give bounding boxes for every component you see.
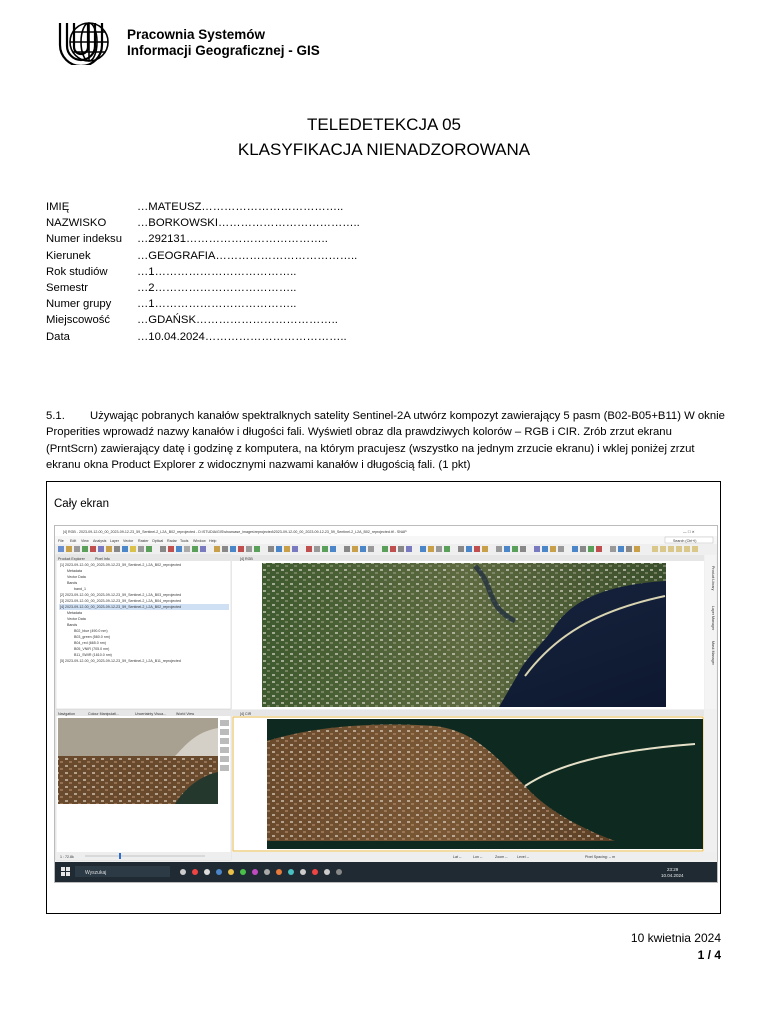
rgb-image[interactable] xyxy=(262,563,666,707)
status-lat: Lat -- xyxy=(453,855,462,859)
tree-node[interactable]: Bands xyxy=(67,581,78,585)
tab-uncertainty[interactable]: Uncertainty Visua... xyxy=(135,712,167,716)
cir-image[interactable] xyxy=(267,719,703,849)
status-level: Level -- xyxy=(517,855,529,859)
snap-window xyxy=(55,526,717,882)
menu-help[interactable]: Help xyxy=(209,539,217,543)
org-line-2: Informacji Geograficznej - GIS xyxy=(127,43,320,58)
menu-vector[interactable]: Vector xyxy=(123,539,134,543)
field-row xyxy=(46,264,360,280)
status-lon: Lon -- xyxy=(473,855,483,859)
organization-name xyxy=(127,27,320,59)
zoom-level: 1 : 72.8k xyxy=(60,855,74,859)
view-tab-rgb[interactable]: [4] RGB xyxy=(240,557,253,561)
tree-node[interactable]: Metadata xyxy=(67,569,82,573)
taskbar-search-label: Wyszukaj xyxy=(85,870,107,876)
field-label: Kierunek xyxy=(46,249,91,262)
menu-optical[interactable]: Optical xyxy=(152,539,164,543)
field-row xyxy=(46,329,360,345)
tree-node[interactable]: B05_VNIR (705.0 nm) xyxy=(74,647,110,651)
tree-node[interactable]: B02_blue (490.0 nm) xyxy=(74,629,108,633)
lab-logo xyxy=(52,19,110,65)
tree-node[interactable]: [5] 2023-09-12-00_00_2023-09-12-23_59_Sentinel-2_L2A_B11_reprojected xyxy=(60,659,181,663)
side-tab-mask-manager[interactable]: Mask Manager xyxy=(711,641,715,665)
field-value: …GEOGRAFIA……………………………….. xyxy=(137,249,358,262)
document-subtitle: KLASYFIKACJA NIENADZOROWANA xyxy=(237,140,531,159)
field-label: Numer indeksu xyxy=(46,233,122,246)
page-number: 1 / 4 xyxy=(697,948,721,962)
task-description xyxy=(46,408,726,474)
field-label: IMIĘ xyxy=(46,201,70,213)
menu-tools[interactable]: Tools xyxy=(180,539,189,543)
tree-node[interactable]: Metadata xyxy=(67,611,82,615)
field-label: Rok studiów xyxy=(46,265,108,278)
field-row xyxy=(46,312,360,328)
field-value: …1……………………………….. xyxy=(137,265,297,278)
field-value: …2……………………………….. xyxy=(137,282,297,295)
student-fields xyxy=(46,199,360,345)
status-zoom: Zoom -- xyxy=(495,855,508,859)
field-label: NAZWISKO xyxy=(46,217,107,230)
search-placeholder: Search (Ctrl+I) xyxy=(673,539,697,543)
field-value: …BORKOWSKI……………………………….. xyxy=(137,217,360,230)
tree-node[interactable]: Vector Data xyxy=(67,575,86,579)
view-tab-cir[interactable]: [4] CIR xyxy=(240,712,252,716)
screenshot-box xyxy=(46,481,721,914)
navigation-preview[interactable] xyxy=(58,718,218,804)
tree-node[interactable]: Vector Data xyxy=(67,617,86,621)
tab-world-view[interactable]: World View xyxy=(176,712,195,716)
field-row xyxy=(46,280,360,296)
task-number: 5.1. xyxy=(46,410,65,422)
field-value: …1……………………………….. xyxy=(137,298,297,311)
menu-layer[interactable]: Layer xyxy=(110,539,119,543)
footer-date: 10 kwietnia 2024 xyxy=(630,931,721,945)
tree-node[interactable]: [1] 2023-09-12-00_00_2023-09-12-23_59_Sentinel-2_L2A_B02_reprojected xyxy=(60,563,182,567)
field-row xyxy=(46,248,360,264)
side-tab-layer-manager[interactable]: Layer Manager xyxy=(711,606,715,631)
side-tabs[interactable] xyxy=(705,555,716,709)
field-row xyxy=(46,231,360,247)
field-row xyxy=(46,296,360,312)
status-pixel-spacing: Pixel Spacing: -- m xyxy=(585,855,616,859)
tree-node[interactable]: B04_red (665.0 nm) xyxy=(74,641,106,645)
window-controls[interactable]: — ☐ ✕ xyxy=(683,530,695,534)
field-label: Numer grupy xyxy=(46,298,112,311)
window-title: [4] RGB - 2023-09-12-00_00_2023-09-12-23_59_Sentinel-2_L2A_B02_reprojected - D:\STUDIA\GIS\showcase_images\reprojected\2023-09-12-00_00_2023-09-12-23_59_Sentinel-2_L2A_B02_reprojected.tif - SNAP xyxy=(63,530,407,534)
taskbar-time: 23:29 xyxy=(667,867,679,872)
document-title: TELEDETEKCJA 05 xyxy=(306,115,461,134)
task-text: Używając pobranych kanałów spektralknych satelity Sentinel-2A utwórz kompozyt zawierający 5 pasm (B02-B05+B11) W oknie Properities wprowadź nazwy kanałów i długości fali. Wyświetl obraz dla prawdziwych kolorów – RGB i CIR. Zrób zrzut ekranu (PrntScrn) zawierający datę i godzinę z komputera, na którym pracujesz (wszystko na jednym zrzucie ekranu) i wklej poniżej zrzut ekranu okna Product Explorer z widocznymi nazwami kanałów i długością fali. (1 pkt) xyxy=(46,410,725,472)
tab-pixel-info[interactable]: Pixel Info xyxy=(95,557,110,561)
field-value: …10.04.2024……………………………….. xyxy=(137,330,347,343)
field-label: Miejscowość xyxy=(46,314,111,327)
tree-node[interactable]: [3] 2023-09-12-00_00_2023-09-12-23_59_Sentinel-2_L2A_B04_reprojected xyxy=(60,599,182,603)
field-label: Semestr xyxy=(46,282,89,295)
snap-screenshot xyxy=(54,525,718,883)
tab-navigation[interactable]: Navigation xyxy=(58,712,75,716)
menu-analysis[interactable]: Analysis xyxy=(93,539,107,543)
field-row xyxy=(46,215,360,231)
field-row xyxy=(46,199,360,215)
menu-raster[interactable]: Raster xyxy=(138,539,149,543)
tree-node[interactable]: [2] 2023-09-12-00_00_2023-09-12-23_59_Sentinel-2_L2A_B03_reprojected xyxy=(60,593,182,597)
side-tab-product-library[interactable]: Product Library xyxy=(711,566,715,591)
menu-radar[interactable]: Radar xyxy=(167,539,177,543)
org-line-1: Pracownia Systemów xyxy=(127,27,266,42)
tree-node[interactable]: B03_green (560.0 nm) xyxy=(74,635,110,639)
tree-node-selected[interactable]: [4] 2023-09-12-00_00_2023-09-12-23_59_Sentinel-2_L2A_B02_reprojected xyxy=(60,605,182,609)
menu-edit[interactable]: Edit xyxy=(70,539,77,543)
menu-file[interactable]: File xyxy=(58,539,64,543)
field-value: …MATEUSZ……………………………….. xyxy=(137,201,344,213)
tree-node[interactable]: B11_SWIR (1610.0 nm) xyxy=(74,653,112,657)
field-label: Data xyxy=(46,330,70,343)
menu-view[interactable]: View xyxy=(81,539,89,543)
tab-colour-manipulation[interactable]: Colour Manipulati... xyxy=(88,712,119,716)
menu-window[interactable]: Window xyxy=(193,539,206,543)
box-label: Cały ekran xyxy=(54,498,109,510)
tab-product-explorer[interactable]: Product Explorer xyxy=(58,557,85,561)
field-value: …GDAŃSK……………………………….. xyxy=(137,314,338,327)
tree-node[interactable]: Bands xyxy=(67,623,78,627)
taskbar-date: 10.04.2024 xyxy=(661,873,684,878)
field-value: …292131……………………………….. xyxy=(137,233,328,246)
zoom-slider[interactable] xyxy=(119,853,121,859)
tree-node[interactable]: band_1 xyxy=(74,587,86,591)
